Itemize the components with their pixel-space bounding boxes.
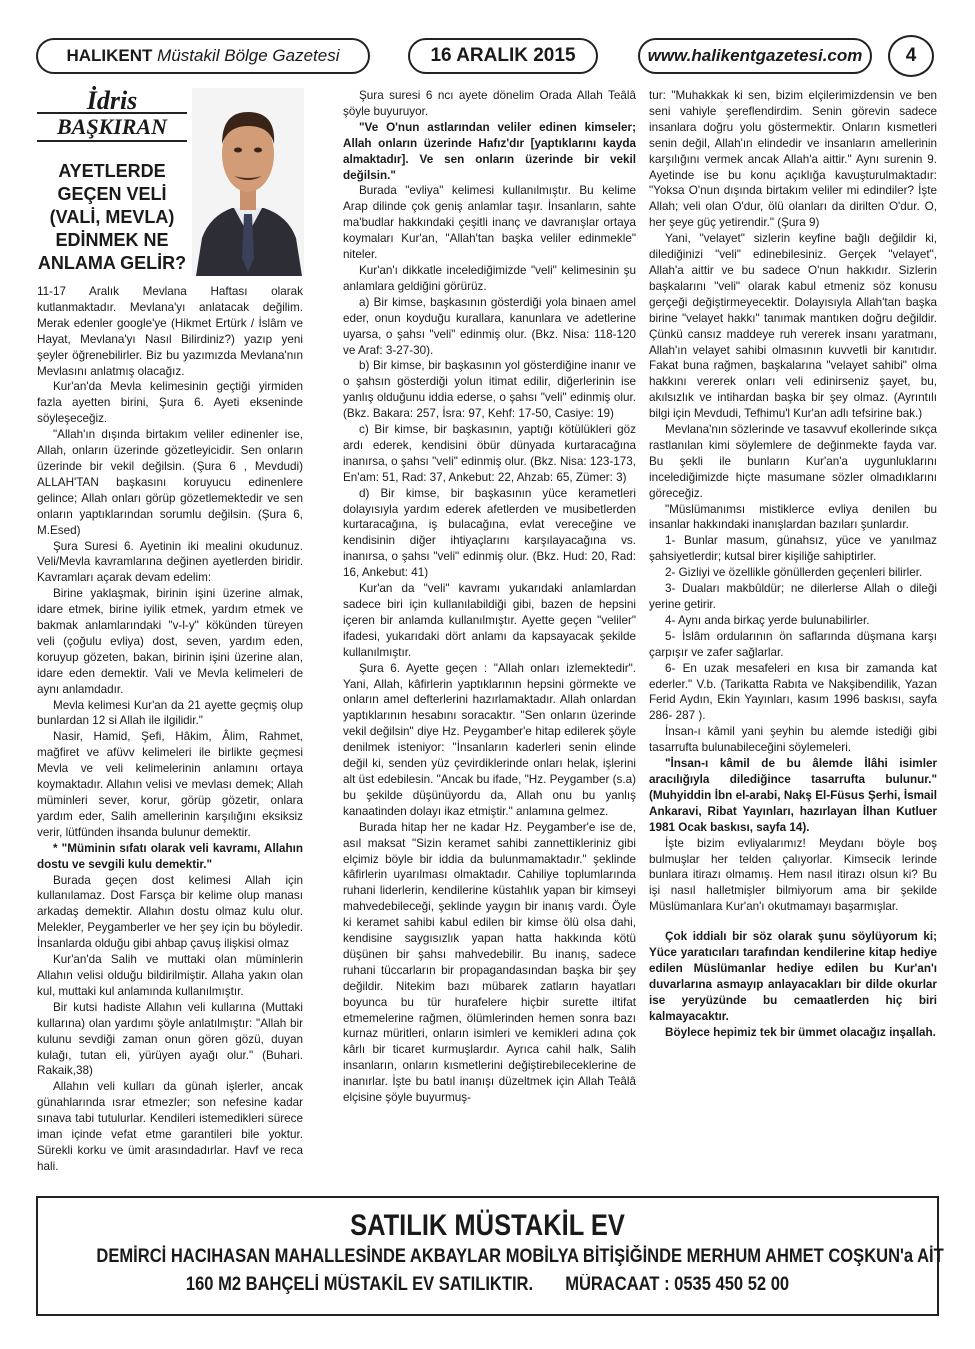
paragraph: Mevlana'nın sözlerinde ve tasavvuf ekollerinde sıkça rastlanılan kimi söylemlere de değinmekte fayda var. Bu şekli ile bunların Kur'an'a uygunluklarını incelediğimizde hiçte masumane sözler olmadıklarını göreceğiz. [649,423,937,500]
paragraph: "Ve O'nun astlarından veliler edinen kimseler; Allah onların üzerinde Hafız'dır [yaptıklarını kayda almaktadır]. Ve sen onların üzerinde bir vekil değilsin." [343,120,636,182]
paragraph: Bir kutsi hadiste Allahın veli kullarına (Muttaki kullarına) olan yardımı şöyle anlatılmıştır: "Allah bir kulunu sevdiği zaman onun gören gözü, duyan kulağı, tutan eli, yürüyen ayağı olur." (Buhari. Rakaik,38) [37,1000,303,1078]
paragraph: 11-17 Aralık Mevlana Haftası olarak kutlanmaktadır. Mevlana'yı anlatacak değilim. Merak edenler google'ye (Hikmet Ertürk / İslâm ve Hayat, Mevlana'yı Nasıl Bilirdiniz?) yazıp yeni şeyler öğrenebilirler. Biz bu yazımızda Mevlana'nın Mevlasını anlatmış olacağız. [37,285,303,378]
paragraph: İnsan-ı kâmil yani şeyhin bu alemde istediği gibi tasarrufta bulunabileceğini söylemeleri. [649,725,937,755]
paragraph: Kur'an'ı dikkatle incelediğimizde "veli" kelimesinin şu anlamlara geldiğini görürüz. [343,263,636,293]
paragraph: Çok iddialı bir söz olarak şunu söylüyorum ki; Yüce yaratıcıları tarafından kendilerine kitap hediye edilen Müslümanlar hediye edilen bu Kur'an'ı duvarlarına asmayıp anlayacakları bir dilde okurlar ise yeryüzünde bu cemaatlerden hiç biri kalmayacaktır. [649,930,937,1023]
paragraph: Mevla kelimesi Kur'an da 21 ayette geçmiş olup bunlardan 12 si Allah ile ilgilidir." [37,698,303,728]
paragraph: Kur'an da "veli" kavramı yukarıdaki anlamlardan sadece biri için kullanılabildiği gibi, bazen de hepsini içeren bir anlamda kullanılmıştır. Ayette geçen "veliler" ifadesi, yukarıdaki dört anlamı da kapsayacak şekilde kullanılmıştır. [343,582,636,659]
paragraph: Burada geçen dost kelimesi Allah için kullanılamaz. Dost Farsça bir kelime olup manası arkadaş demektir. Allahın dostu olmaz kulu olur. Melekler, Peygamberler ve her şey için bu böyledir. İnsanlarda olduğu gibi ahbap çavuş ilişkisi olmaz [37,873,303,951]
paragraph: Kur'an'da Salih ve muttaki olan müminlerin Allahın velisi olduğu bildirilmiştir. Allaha yakın olan kul, muttaki kul anlamında kullanılmıştır. [37,953,303,998]
article-column-2 [343,88,636,1106]
headline-line: (VALİ, MEVLA) [49,207,175,227]
paragraph: * "Müminin sıfatı olarak veli kavramı, Allahın dostu ve sevgili kulu demektir." [37,841,303,871]
paragraph: c) Bir kimse, bir başkasının, yaptığı kötülükleri göz ardı ederek, kendisini öbür dünyada kurtaracağına inanırsa, o şahsı "veli" edinmiş olur. (Bkz. Nisa: 123-173, En'am: 51, Rad: 37, Ankebut: 22, Ahzab: 65, Zümer: 3) [343,423,636,484]
headline-line: ANLAMA GELİR? [37,253,187,273]
paragraph: 2- Gizliyi ve özellikle gönüllerden geçenleri bilirler. [665,566,923,580]
paragraph: İşte bizim evliyalarımız! Meydanı böyle boş bulmuşlar her telden çalıyorlar. Kimsecik lerinde bunlara itirazı olmamış. Hem nasıl itirazı olsun ki? Bu işi nasıl halletmişler bilmiyorum ama bir şekilde Müslümanlara Kur'an'ı okutmamayı başarmışlar. [649,836,937,914]
paragraph: 6- En uzak mesafeleri en kısa bir zamanda kat ederler." V.b. (Tarikatta Rabıta ve Nakşibendilik, Yazan Ferid Aydın, Ekin Yayınları, kasım 1996 baskısı, sayfa 286- 287 ). [649,661,937,723]
paragraph: Burada hitap her ne kadar Hz. Peygamber'e ise de, asıl maksat "Sizin keramet sahibi zannettikleriniz gibi elçimiz böyle bir iddia da bulunmamaktadır." şeklinde kâfirlerin uyarılması olmaktadır. Cahiliye toplumlarında ruhani liderlerin, kendilerine küstahlık yapan bir kimseyi mahvedebileceği, şeklinde yaygın bir inanış vardı. Öyle ki keramet sahibi kabul edilen bir kimse ölü olsa dahi, kendisine saygısızlık yapan hatta hakkında kötü düşünen bir şahsı mahvedebilir. Bu inanış, sadece ruhani tüccarların bir propagandasından başka bir şey değildir. Nitekim bazı mübarek zatların hayatları boyunca bu tür hurafelere hiçbir surette iltifat etmemelerine rağmen, ölümlerinden hemen sonra bazı kurnaz müritleri, onların isimleri ve kemikleri adına çok kârlı bir ticaret kurmuşlardır. Ayrıca cahil halk, Salih insanların, onların kısmetlerini değiştirebileceklerine de inanırlar. İşte bu batıl inanışı düzeltmek için Allah Teâlâ elçisine şöyle buyurmuş- [343,820,636,1105]
paragraph: Kur'an'da Mevla kelimesinin geçtiği yirmiden fazla ayetten birini, Şura 6. Ayeti ekseninde söyleşeceğiz. [37,380,303,426]
author-first-name: İdris [86,86,138,115]
issue-date: 16 ARALIK 2015 [408,38,598,74]
paragraph: Şura suresi 6 ncı ayete dönelim Orada Allah Teâlâ şöyle buyuruyor. [343,89,636,118]
article-column-3 [649,88,937,1040]
paragraph: a) Bir kimse, başkasının gösterdiği yola binaen amel eder, onun koyduğu kurallara, kanunlara ve adetlerine uyarsa, o şahsı "veli" edinmiş olur. (Bkz. Nisa: 118-120 ve Araf: 3-27-30). [343,295,636,357]
paragraph: tur: "Muhakkak ki sen, bizim elçilerimizdensin ve ben seni vahiyle şereflendirdim. Senin görevin sadece insanlara doğru yolu göstermektir. Onların kısmetleri senin değil, Allah'ın elindedir ve insanların amellerinin karşılığını vermek ancak Allah'a aittir." Aynı surenin 9. Ayetinde ise bu konu açıklığa kavuşturulmaktadır: "Yoksa O'nun dışında birtakım veliler mi edindiler? İşte Allah; veli olan O'dur, ölü olanları da dirilten O'dur. O, her şeye güç yetirendir." (Şura 9) [649,89,937,230]
ad-address-line: DEMİRCİ HACIHASAN MAHALLESİNDE AKBAYLAR MOBİLYA BİTİŞİĞİNDE MERHUM AHMET COŞKUN'a AİT [96,1246,944,1267]
headline-line: AYETLERDE [58,161,166,181]
paragraph: Nasir, Hamid, Şefi, Hâkim, Âlim, Rahmet, mağfiret ve afüvv kelimeleri ile birlikte geçmesi Mevla ve veli kelimelerinin anlamını ortaya koymaktadır. Allahın velisi ve mevlası demek; Allah müminleri sever, korur, görüp gözetir, onlara yardım eder, Salih amellerinin karşılığını eksiksiz verir, lütfünden ihsanda bulunur demektir. [37,730,303,839]
paragraph: Yani, "velayet" sizlerin keyfine bağlı değildir ki, dilediğinizi "veli" edinebilesiniz. Gerçek "velayet", Allah'a aittir ve bu sadece O'nun hakkıdır. Sizlerin başkalarını "veli" olarak kabul etmeniz söz konusu gerçeği değiştirmeyecektir. Dolayısıyla Allah'tan başka birine "velayet hakkı" tanımak mantıken doğru değildir. Çünkü cansız maddeye ruh vererek insanı yaratmanı, Allah'ın velayet sahibi olmasının kuvvetli bir kanıtıdır. Fakat buna rağmen, başkalarına "velayet sahibi" olma hakkını vererek onları veli edinirseniz şayet, bu, akılsızlık ve intihardan başka bir şey olmaz. (Ayrıntılı bilgi için Mevdudi, Tefhimu'l Kur'an adlı tefsirine bak.) [649,232,937,421]
paragraph: Burada "evliya" kelimesi kullanılmıştır. Bu kelime Arap dilinde çok geniş anlamlar taşır. İnsanların, sahte ma'budlar hakkındaki çeşitli inanç ve davranışlar ortaya koymaları Kur'an, "Allah'tan başka veliler edinmekle" niteler. [343,184,636,262]
paragraph: 3- Duaları makbûldür; ne dilerlerse Allah o dileği yerine getirir. [649,582,937,611]
paragraph: d) Bir kimse, bir başkasının yüce kerametleri dolayısıyla yardım ederek afetlerden ve musibetlerden kurtaracağına, iş bulacağına, evlat vereceğine ve kendisinin diğer ihtiyaçlarını karşılayacağına vs. inanırsa, o şahsı "veli" edinmiş olur. (Bkz. Hud: 20, Rad: 16, Ankebut: 41) [343,486,636,580]
paragraph: b) Bir kimse, bir başkasının yol gösterdiğine inanır ve o şahsın gösterdiği yolun itimat edilir, diğerlerinin ise yanlış olduğunu iddia ederse, o şahsı "veli" edinmiş olur. (Bkz. Bakara: 257, İsra: 97, Kehf: 17-50, Casiye: 19) [343,359,636,421]
paragraph: "Müslümanımsı mistiklerce evliya denilen bu insanlar hakkındaki inanışlardan bazıları şunlardır. [649,502,937,532]
paragraph: "İnsan-ı kâmil de bu âlemde İlâhi isimler aracılığıyla dilediğince tasarrufta bulunur." (Muhyiddin İbn el-arabi, Nakş El-Füsus Şerhi, İsmail Ankaravi, Ribat Yayınları, hazırlayan İlhan Kutluer 1981 Ocak baskısı, sayfa 14). [649,757,937,834]
paragraph: Allahın veli kulları da günah işlerler, ancak günahlarında ısrar etmezler; son nefesine kadar sınava tabi tutulurlar. Kendileri istemedikleri sürece iman içinde vefat etme garantileri bile yoktur. Sürekli korku ve ümit arasındadırlar. Havf ve reca hali. [37,1080,303,1173]
author-last-name: BAŞKIRAN [37,112,187,142]
page-number: 4 [888,35,934,77]
author-block [37,88,191,276]
advertisement-box [36,1196,944,1316]
paragraph: Şura 6. Ayette geçen : "Allah onları izlemektedir". Yani, Allah, kâfirlerin yaptıklarının hepsini görmekte ve onların amel defterlerini hazırlamaktadır. Allah onlardan yaptıklarının hesabını soracaktır. "Sen onların üzerinde vekil değilsin" diye Hz. Peygamber'e hitap edilerek şöyle denilmek isteniyor: "İnsanların kaderleri senin elinde değil ki, senden yüz çevirdiklerinde onları helak, işlerini alt üst edebilesin. "Ancak bu ifade, "Hz. Peygamber (s.a) bu şekilde düşünüyordu da, Allah onu bu yanlış kanaatinden dolayı ikaz etmiştir." anlamına gelmez. [343,661,636,818]
author-photo [192,88,304,276]
paragraph: Böylece hepimiz tek bir ümmet olacağız inşallah. [665,1025,936,1039]
paragraph: 5- İslâm ordularının ön saflarında düşmana karşı çarpışır ve zafer sağlarlar. [649,629,937,659]
website-link[interactable]: www.halikentgazetesi.com [638,38,872,74]
brand-tagline: Müstakil Bölge Gazetesi [157,46,340,65]
ad-title: SATILIK MÜSTAKİL EV [350,1209,625,1242]
masthead-box [36,38,370,74]
paragraph: Birine yaklaşmak, birinin işini üzerine almak, idare etmek, birine iyilik etmek, yardım etmek ve bakmak anlamlarındaki "v-l-y" kökünden türeyen veli (çoğulu evliya) dost, seven, yardım eden, koruyup gözeten, bakan, birinin işini üzerine alan, idare eden demektir. Vali ve Mevla kelimeleri de aynı anlamdadır. [37,587,303,696]
article-headline [37,160,187,275]
paragraph: Şura Suresi 6. Ayetinin iki mealini okudunuz. Veli/Mevla kavramlarına değinen ayetlerden biridir. Kavramları açarak devam edelim: [37,539,303,585]
paragraph: 4- Aynı anda birkaç yerde bulunabilirler. [665,613,870,627]
brand-name: HALIKENT [66,46,153,65]
article-column-1 [37,284,303,1175]
paragraph: "Allah'ın dışında birtakım veliler edinenler ise, Allah, onların üzerinde gözetleyicidir. Sen onların üzerinde bir vekil değilsin. (Şura 6 , Mevdudi) ALLAH'TAN başkasını koruyucu edinenlere gelince; Allah onları görüp gözetlemektedir ve sen onların yaptıklarından sorumlu değilsin. (Şura 6, M.Esed) [37,428,303,537]
headline-line: GEÇEN VELİ [57,184,167,204]
paragraph: 1- Bunlar masum, günahsız, yüce ve yanılmaz şahsiyetlerdir; kutsal birer kişiliğe sahiptirler. [649,534,937,564]
headline-line: EDİNMEK NE [55,230,169,250]
ad-contact-line: 160 M2 BAHÇELİ MÜSTAKİL EV SATILIKTIR. MÜRACAAT : 0535 450 52 00 [185,1274,790,1295]
